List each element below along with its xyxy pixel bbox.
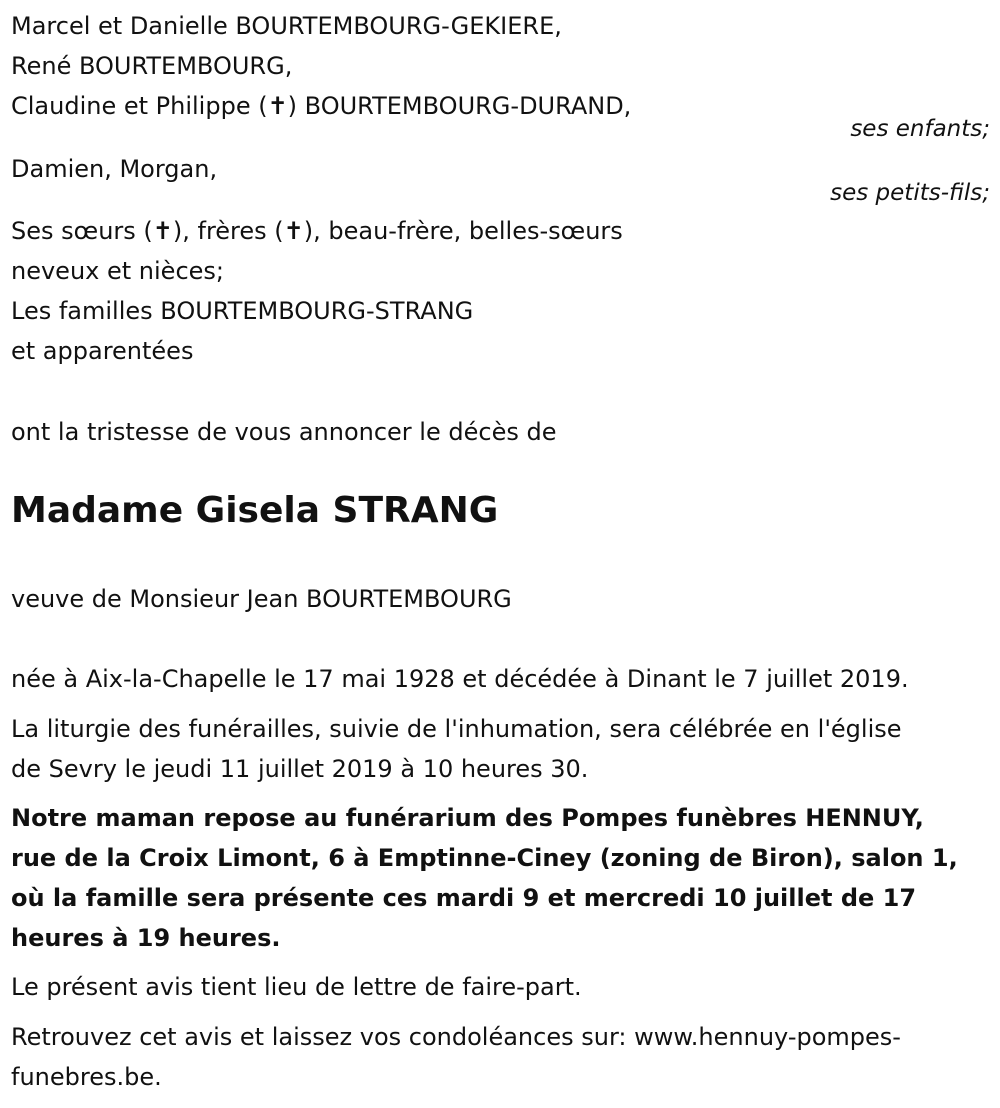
online-line-2: funebres.be. <box>11 1063 162 1091</box>
children-label: ses enfants; <box>850 116 990 142</box>
funerarium-line-1: Notre maman repose au funérarium des Pompes funèbres HENNUY, <box>11 804 924 832</box>
birth-death-line: née à Aix-la-Chapelle le 17 mai 1928 et décédée à Dinant le 7 juillet 2019. <box>11 665 909 693</box>
family-line-1: Marcel et Danielle BOURTEMBOURG-GEKIERE, <box>11 12 562 40</box>
related-line: et apparentées <box>11 337 194 365</box>
grandchildren-line: Damien, Morgan, <box>11 155 218 183</box>
liturgy-line-2: de Sevry le jeudi 11 juillet 2019 à 10 heures 30. <box>11 755 589 783</box>
grandchildren-label: ses petits-fils; <box>830 180 990 206</box>
widow-of-line: veuve de Monsieur Jean BOURTEMBOURG <box>11 585 512 613</box>
siblings-line: Ses sœurs (✝), frères (✝), beau-frère, belles-sœurs <box>11 217 623 245</box>
deceased-name: Madame Gisela STRANG <box>11 490 499 531</box>
families-line: Les familles BOURTEMBOURG-STRANG <box>11 297 474 325</box>
online-line-1: Retrouvez cet avis et laissez vos condoléances sur: www.hennuy-pompes- <box>11 1023 901 1051</box>
funerarium-line-2: rue de la Croix Limont, 6 à Emptinne-Ciney (zoning de Biron), salon 1, <box>11 844 958 872</box>
notice-line: Le présent avis tient lieu de lettre de faire-part. <box>11 973 582 1001</box>
nephews-line: neveux et nièces; <box>11 257 224 285</box>
funerarium-line-4: heures à 19 heures. <box>11 924 281 952</box>
family-line-2: René BOURTEMBOURG, <box>11 52 293 80</box>
family-line-3: Claudine et Philippe (✝) BOURTEMBOURG-DURAND, <box>11 92 632 120</box>
announcement-text: ont la tristesse de vous annoncer le décès de <box>11 418 557 446</box>
liturgy-line-1: La liturgie des funérailles, suivie de l'inhumation, sera célébrée en l'église <box>11 715 902 743</box>
funerarium-line-3: où la famille sera présente ces mardi 9 et mercredi 10 juillet de 17 <box>11 884 917 912</box>
